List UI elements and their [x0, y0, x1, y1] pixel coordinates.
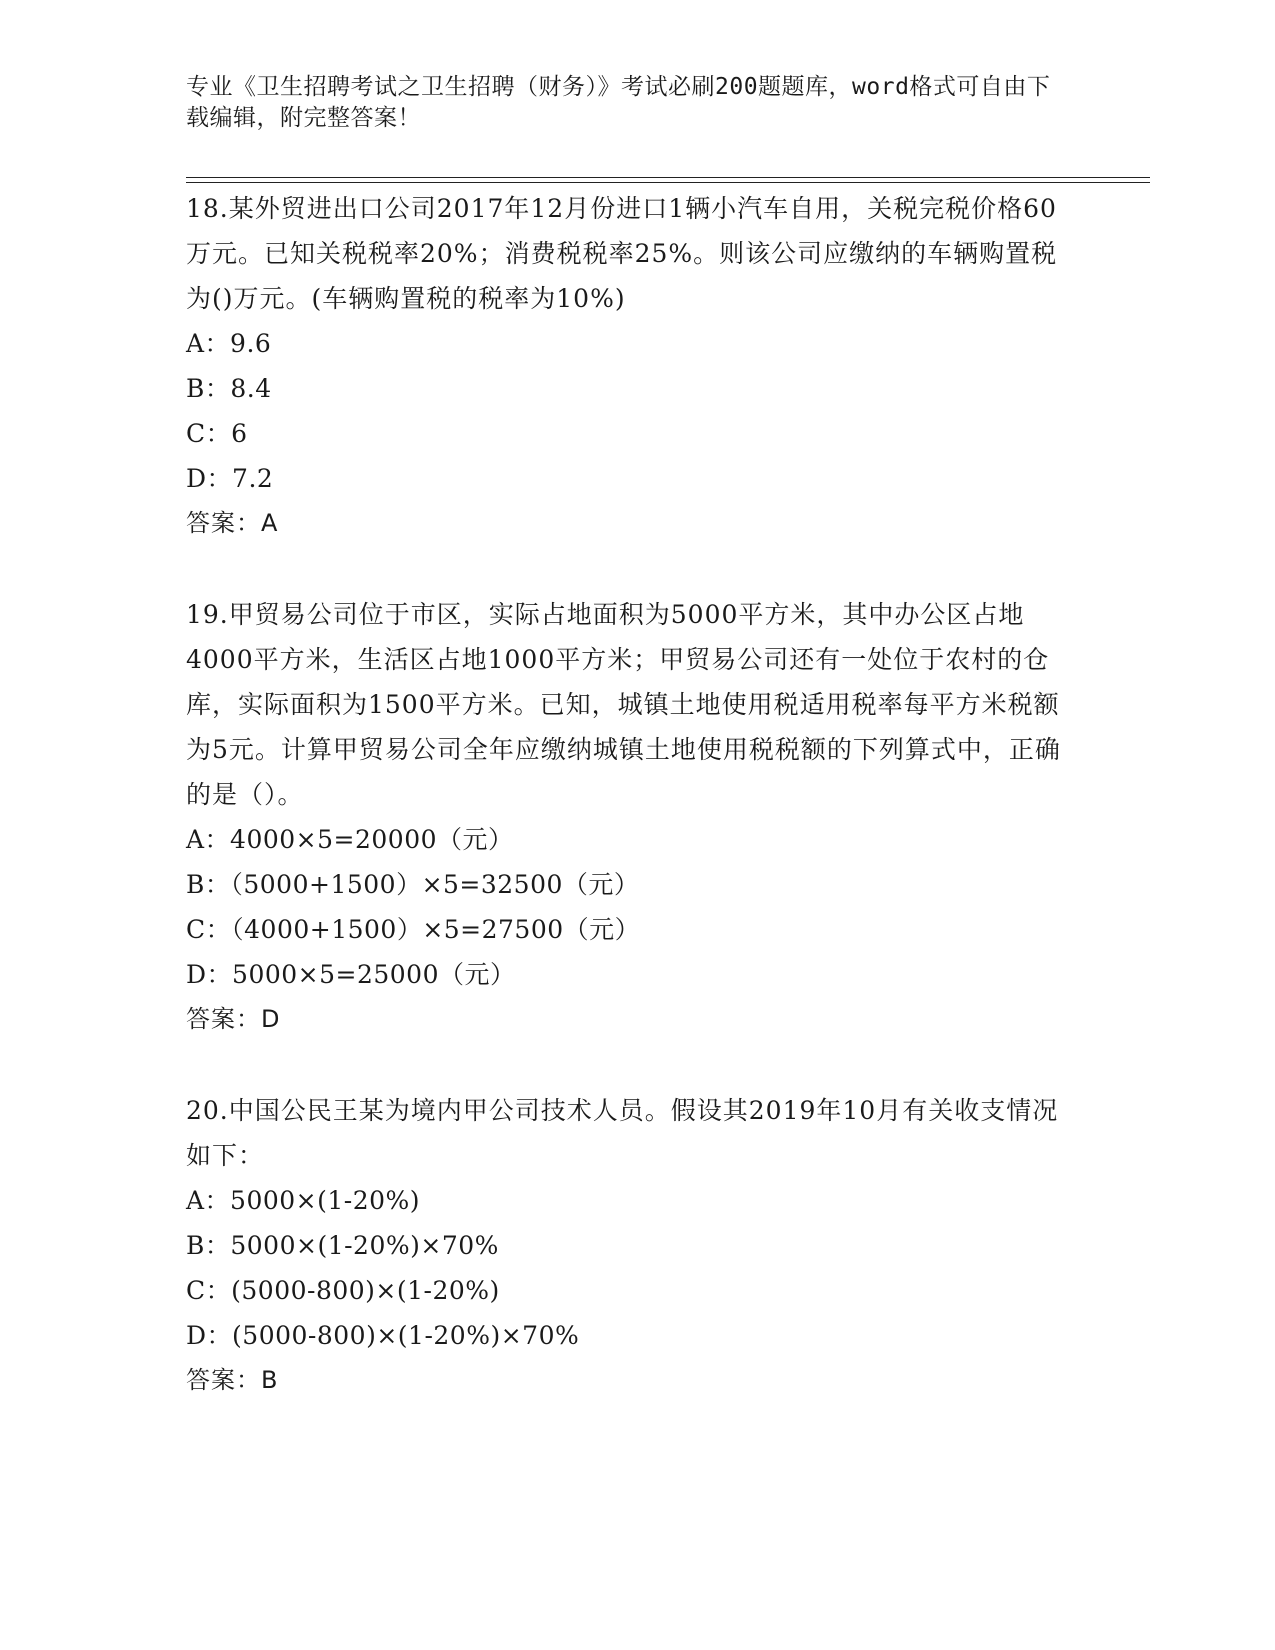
option-c: C：（4000+1500）×5=27500（元） [186, 915, 641, 944]
answer-label: 答案：B [186, 1366, 279, 1394]
option-d: D：5000×5=25000（元） [186, 960, 516, 989]
page-header: 专业《卫生招聘考试之卫生招聘（财务）》考试必刷200题题库，word格式可自由下载编辑，附完整答案！ [186, 74, 1051, 131]
answer-label: 答案：A [186, 509, 279, 537]
question-spacer [186, 546, 1076, 592]
option-b: B：8.4 [186, 374, 272, 403]
header-divider-bottom [186, 182, 1150, 183]
question-20 [186, 1088, 1076, 1403]
answer-label: 答案：D [186, 1005, 281, 1033]
question-text: 20.中国公民王某为境内甲公司技术人员。假设其2019年10月有关收支情况如下： [186, 1096, 1059, 1170]
option-d: D：7.2 [186, 464, 274, 493]
option-b: B：（5000+1500）×5=32500（元） [186, 870, 640, 899]
question-text: 19.甲贸易公司位于市区，实际占地面积为5000平方米，其中办公区占地4000平方米，生活区占地1000平方米；甲贸易公司还有一处位于农村的仓库，实际面积为1500平方米。已知，城镇土地使用税适用税率每平方米税额为5元。计算甲贸易公司全年应缴纳城镇土地使用税税额的下列算式中，正确的是（）。 [186, 600, 1061, 809]
question-list [186, 186, 1076, 1403]
option-c: C：(5000-800)×(1-20%) [186, 1276, 500, 1305]
question-spacer [186, 1042, 1076, 1088]
question-19 [186, 592, 1076, 1042]
option-a: A：5000×(1-20%) [186, 1186, 421, 1215]
option-a: A：4000×5=20000（元） [186, 825, 514, 854]
header-divider-top [186, 177, 1150, 178]
question-text: 18.某外贸进出口公司2017年12月份进口1辆小汽车自用，关税完税价格60万元。已知关税税率20%；消费税税率25%。则该公司应缴纳的车辆购置税为()万元。(车辆购置税的税率为10%) [186, 194, 1058, 313]
option-a: A：9.6 [186, 329, 272, 358]
option-d: D：(5000-800)×(1-20%)×70% [186, 1321, 580, 1350]
question-18 [186, 186, 1076, 546]
option-b: B：5000×(1-20%)×70% [186, 1231, 499, 1260]
option-c: C：6 [186, 419, 248, 448]
